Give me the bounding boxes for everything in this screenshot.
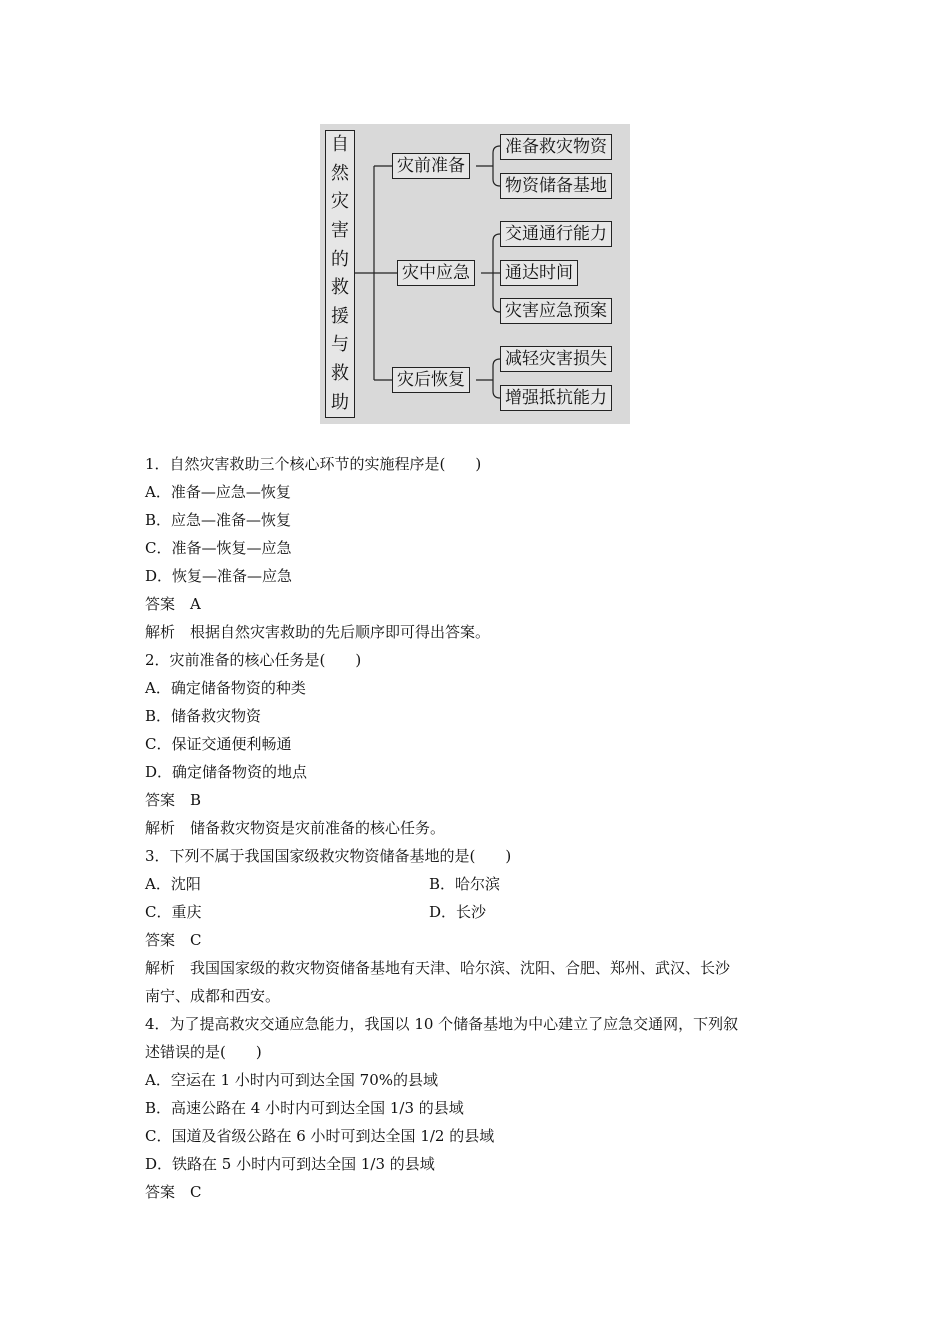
option: A．准备—应急—恢复	[145, 483, 291, 501]
root-char: 自	[331, 134, 349, 156]
answer: 答案 C	[145, 931, 202, 949]
option: C．国道及省级公路在 6 小时可到达全国 1/2 的县域	[145, 1127, 495, 1145]
analysis: 解析 我国国家级的救灾物资储备基地有天津、哈尔滨、沈阳、合肥、郑州、武汉、长沙	[145, 959, 731, 977]
branch-post-disaster: 灾后恢复	[392, 367, 470, 393]
connector-b1-brace	[493, 146, 500, 186]
option: A．空运在 1 小时内可到达全国 70%的县域	[145, 1071, 439, 1089]
option: D．确定储备物资的地点	[145, 763, 308, 781]
answer: 答案 A	[145, 595, 201, 613]
question-stem: 1．自然灾害救助三个核心环节的实施程序是( )	[145, 455, 482, 473]
option: D．铁路在 5 小时内可到达全国 1/3 的县域	[145, 1155, 435, 1173]
option: D．长沙	[429, 903, 487, 921]
analysis-continued: 南宁、成都和西安。	[145, 987, 281, 1005]
question-stem: 2．灾前准备的核心任务是( )	[145, 651, 362, 669]
option-row	[145, 870, 815, 898]
option: D．恢复—准备—应急	[145, 567, 293, 585]
option: B．高速公路在 4 小时内可到达全国 1/3 的县域	[145, 1099, 464, 1117]
option: A．确定储备物资的种类	[145, 679, 306, 697]
diagram-root	[325, 130, 355, 418]
option-row	[145, 898, 815, 926]
branch-pre-disaster: 灾前准备	[392, 153, 470, 179]
question-list	[145, 450, 815, 1206]
analysis: 解析 根据自然灾害救助的先后顺序即可得出答案。	[145, 623, 491, 641]
disaster-relief-diagram	[320, 124, 630, 424]
leaf-node: 增强抵抗能力	[500, 385, 612, 411]
root-char: 害	[331, 220, 349, 242]
branch-during-disaster: 灾中应急	[397, 260, 475, 286]
option: B．储备救灾物资	[145, 707, 262, 725]
root-char: 然	[331, 162, 349, 184]
leaf-node: 交通通行能力	[500, 221, 612, 247]
leaf-node: 物资储备基地	[500, 173, 612, 199]
leaf-node: 灾害应急预案	[500, 298, 612, 324]
answer: 答案 C	[145, 1183, 202, 1201]
option: C．保证交通便利畅通	[145, 735, 292, 753]
question-stem: 4．为了提高救灾交通应急能力，我国以 10 个储备基地为中心建立了应急交通网，下列叙	[145, 1015, 739, 1033]
leaf-node: 准备救灾物资	[500, 134, 612, 160]
root-char: 与	[331, 334, 349, 356]
root-char: 的	[331, 248, 349, 270]
option: C．准备—恢复—应急	[145, 539, 292, 557]
root-char: 救	[331, 363, 349, 385]
option: B．应急—准备—恢复	[145, 511, 292, 529]
option: C．重庆	[145, 903, 202, 921]
root-char: 救	[331, 277, 349, 299]
root-char: 助	[331, 391, 349, 413]
root-char: 援	[331, 305, 349, 327]
option: A．沈阳	[145, 875, 201, 893]
question-stem: 3．下列不属于我国国家级救灾物资储备基地的是( )	[145, 847, 512, 865]
option: B．哈尔滨	[429, 875, 501, 893]
leaf-node: 通达时间	[500, 260, 578, 286]
leaf-node: 减轻灾害损失	[500, 346, 612, 372]
answer: 答案 B	[145, 791, 202, 809]
analysis: 解析 储备救灾物资是灾前准备的核心任务。	[145, 819, 446, 837]
connector-b3-brace	[493, 359, 500, 398]
root-char: 灾	[331, 191, 349, 213]
diagram-connectors	[320, 124, 630, 424]
question-stem-continued: 述错误的是( )	[145, 1043, 262, 1061]
